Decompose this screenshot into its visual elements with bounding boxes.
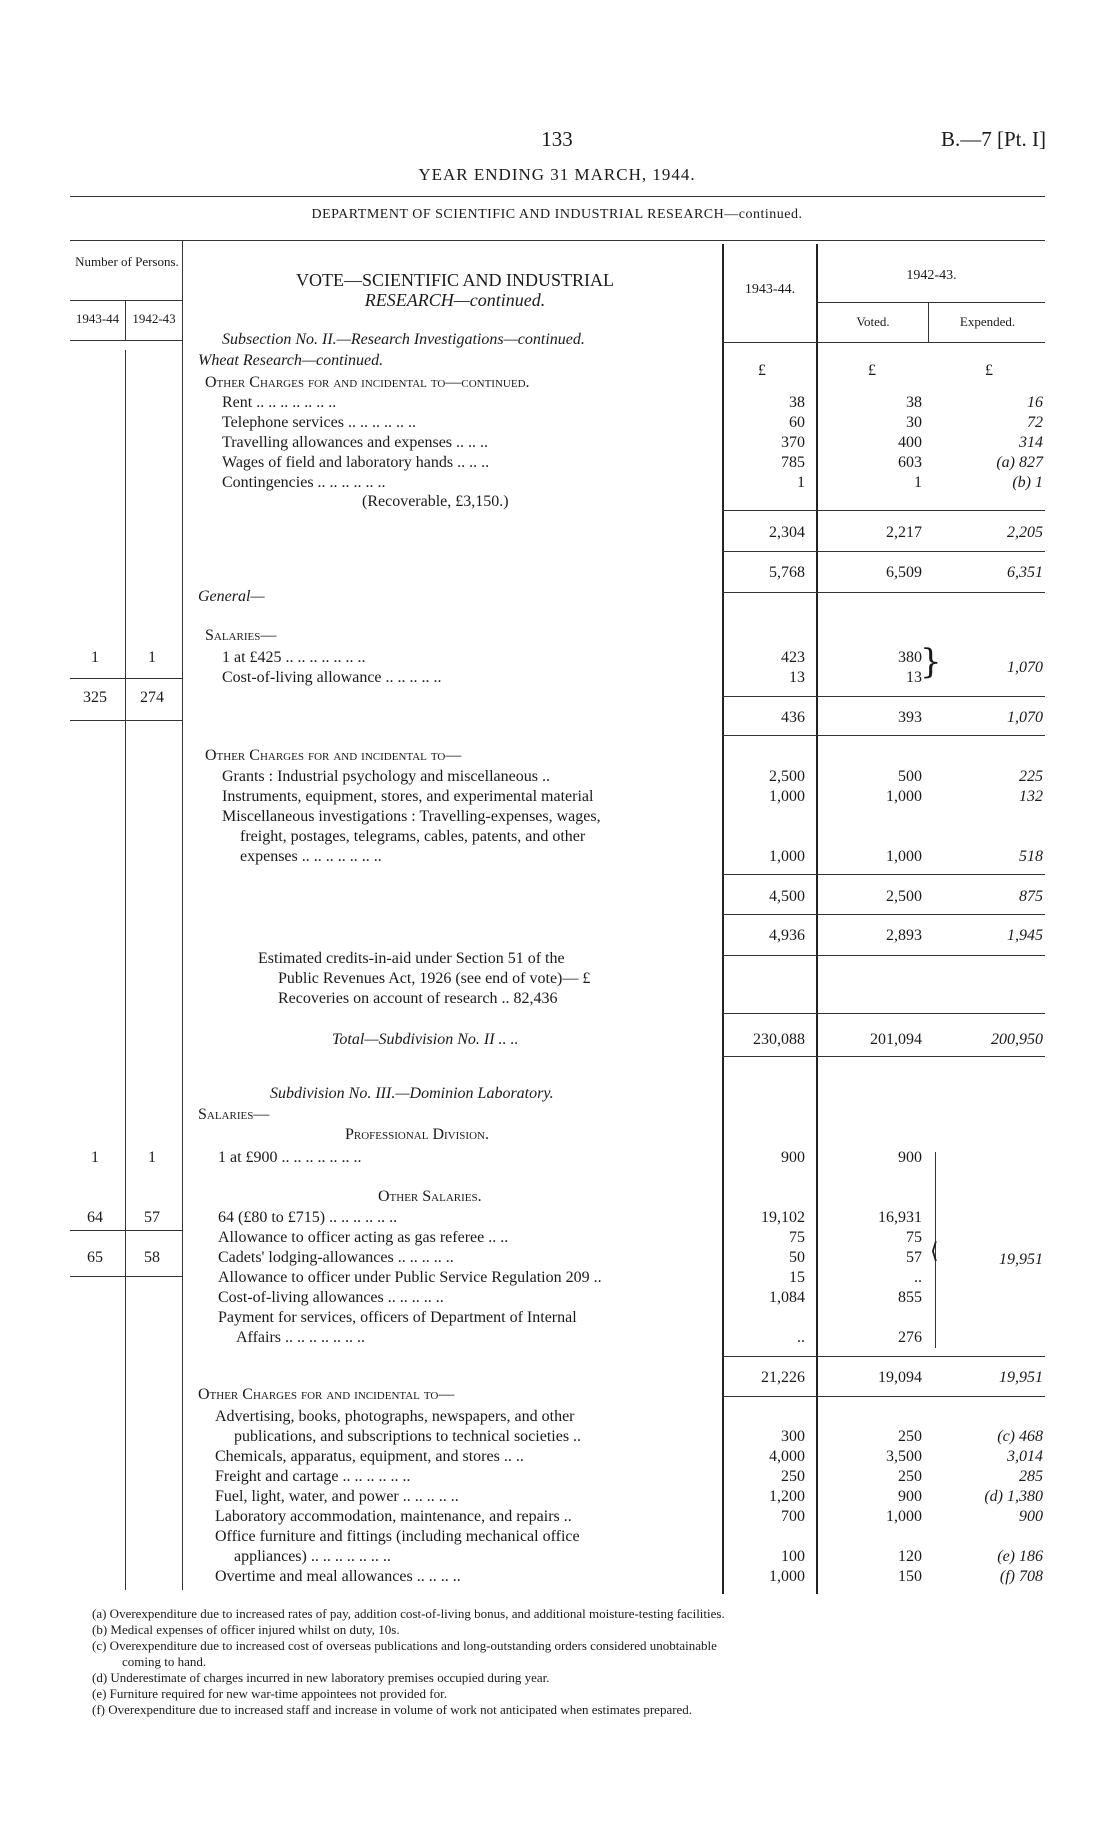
rule <box>722 551 1045 552</box>
subtotal-row: 436 393 1,070 <box>781 709 1043 726</box>
rule <box>70 340 182 341</box>
footnote: (d) Underestimate of charges incurred in new laboratory premises occupied during year. <box>92 1670 550 1685</box>
table-row: Allowance to officer under Public Service Regulation 209 .. 15 .. <box>218 1269 922 1286</box>
table-row: 1 1 1 at £900 .. .. .. .. .. .. .. 900 900 <box>91 1149 922 1166</box>
voted-header: Voted. <box>856 314 890 329</box>
column-rule <box>928 302 929 342</box>
pound-sign: £ <box>868 362 876 379</box>
combined-expended: 19,951 <box>999 1251 1043 1268</box>
subsection-heading: Subsection No. II.—Research Investigations—continued. <box>222 331 585 348</box>
table-row: Instruments, equipment, stores, and experimental material 1,000 1,000 132 <box>222 788 1043 805</box>
table-row: Advertising, books, photographs, newspapers, and other <box>215 1408 575 1425</box>
persons-1942-header: 1942-43 <box>132 311 176 326</box>
table-row: 64 57 64 (£80 to £715) .. .. .. .. .. .. 19,102 16,931 <box>87 1209 922 1226</box>
rule <box>722 874 1045 875</box>
table-row: expenses .. .. .. .. .. .. .. 1,000 1,000 518 <box>240 848 1043 865</box>
table-row: 1 1 1 at £425 .. .. .. .. .. .. .. 423 380 <box>91 649 922 666</box>
rule <box>722 1056 1045 1057</box>
subtotal-row: 2,304 2,217 2,205 <box>769 524 1043 541</box>
table-row: Cost-of-living allowance .. .. .. .. .. 13 13 <box>222 669 922 686</box>
rule <box>722 914 1045 915</box>
footnote: (f) Overexpenditure due to increased staff and increase in volume of work not anticipated when estimates prepared. <box>92 1702 693 1717</box>
rule <box>70 240 1045 241</box>
table-row: 65 58 Cadets' lodging-allowances .. .. .. .. .. 50 57 <box>87 1249 922 1266</box>
table-row: Freight and cartage .. .. .. .. .. .. 250 250 285 <box>215 1468 1043 1485</box>
combined-expended: 1,070 <box>1007 659 1043 676</box>
table-row: Grants : Industrial psychology and miscellaneous .. 2,500 500 225 <box>222 768 1043 785</box>
table-row: Wages of field and laboratory hands .. .. .. 785 603 (a) 827 <box>222 454 1043 471</box>
professional-division-heading: Professional Division. <box>345 1126 489 1143</box>
vote-title-continued: RESEARCH—continued. <box>364 290 546 310</box>
persons-total: 325 274 <box>83 689 164 706</box>
footnote: (a) Overexpenditure due to increased rates of pay, addition cost-of-living bonus, and additional moisture-testing facilities. <box>92 1606 725 1621</box>
table-row: Laboratory accommodation, maintenance, and repairs .. 700 1,000 900 <box>215 1508 1043 1525</box>
rule <box>70 300 182 301</box>
rule <box>722 955 1045 956</box>
credits-note: Public Revenues Act, 1926 (see end of vote)— £ <box>278 970 591 987</box>
rule <box>722 735 1045 736</box>
year-1942-header: 1942-43. <box>906 268 957 283</box>
table-row: freight, postages, telegrams, cables, patents, and other <box>240 828 586 845</box>
pound-sign: £ <box>985 362 993 379</box>
table-row: Fuel, light, water, and power .. .. .. .. .. 1,200 900 (d) 1,380 <box>215 1488 1043 1505</box>
table-row: publications, and subscriptions to technical societies .. 300 250 (c) 468 <box>234 1428 1043 1445</box>
other-charges-heading: Other Charges for and incidental to— <box>198 1386 455 1403</box>
persons-1943-header: 1943-44 <box>75 311 120 326</box>
table-row: Allowance to officer acting as gas referee .. .. 75 75 <box>218 1229 922 1246</box>
recoverable-note: (Recoverable, £3,150.) <box>362 493 509 510</box>
table-row: Chemicals, apparatus, equipment, and stores .. .. 4,000 3,500 3,014 <box>215 1448 1043 1465</box>
subtotal-row: 21,226 19,094 19,951 <box>761 1369 1043 1386</box>
rule <box>70 678 182 679</box>
number-of-persons-header: Number of Persons. <box>75 254 179 269</box>
brace: } <box>920 642 942 682</box>
pound-sign: £ <box>758 362 766 379</box>
subdivision-heading: Subdivision No. III.—Dominion Laboratory. <box>270 1085 554 1102</box>
rule <box>816 302 1045 303</box>
year-1943-header: 1943-44. <box>744 282 796 297</box>
subtotal-row: 4,936 2,893 1,945 <box>769 927 1043 944</box>
credits-note: Recoveries on account of research .. 82,436 <box>278 990 558 1007</box>
table-row: Rent .. .. .. .. .. .. .. 38 38 16 <box>222 394 1043 411</box>
table-row: Telephone services .. .. .. .. .. .. 60 30 72 <box>222 414 1043 431</box>
rule <box>70 196 1045 197</box>
rule <box>722 1356 1045 1357</box>
rule <box>722 510 1045 511</box>
brace: ⟨ <box>930 1238 939 1263</box>
expended-header: Expended. <box>959 314 1016 329</box>
footnote: coming to hand. <box>122 1654 207 1669</box>
table-row: appliances) .. .. .. .. .. .. .. 100 120 (e) 186 <box>234 1548 1043 1565</box>
salaries-heading: Salaries— <box>198 1106 270 1123</box>
table-row: Overtime and meal allowances .. .. .. .. 1,000 150 (f) 708 <box>215 1568 1043 1585</box>
rule <box>722 1013 1045 1014</box>
document-reference: B.—7 [Pt. I] <box>941 127 1046 151</box>
other-charges-heading: Other Charges for and incidental to—continued. <box>205 374 530 391</box>
subtotal-row: 4,500 2,500 875 <box>769 888 1043 905</box>
department-title: DEPARTMENT OF SCIENTIFIC AND INDUSTRIAL RESEARCH—continued. <box>311 207 803 222</box>
credits-note: Estimated credits-in-aid under Section 51 of the <box>258 950 565 967</box>
other-charges-heading: Other Charges for and incidental to— <box>205 747 462 764</box>
table-row: Miscellaneous investigations : Travelling-expenses, wages, <box>222 808 601 825</box>
footnote: (c) Overexpenditure due to increased cost of overseas publications and long-outstanding orders considered unobtainable <box>92 1638 717 1653</box>
table-row: Office furniture and fittings (including mechanical office <box>215 1528 580 1545</box>
other-salaries-heading: Other Salaries. <box>378 1188 482 1205</box>
footnote: (e) Furniture required for new war-time appointees not provided for. <box>92 1686 447 1701</box>
page-number: 133 <box>541 127 573 151</box>
table-row: Cost-of-living allowances .. .. .. .. .. 1,084 855 <box>218 1289 922 1306</box>
total-row: Total—Subdivision No. II .. .. 230,088 201,094 200,950 <box>332 1031 1043 1048</box>
rule <box>722 1396 1045 1397</box>
wheat-research-heading: Wheat Research—continued. <box>198 352 384 369</box>
table-row: Affairs .. .. .. .. .. .. .. .. 276 <box>236 1329 922 1346</box>
subtotal-row: 5,768 6,509 6,351 <box>769 564 1043 581</box>
table-row: Travelling allowances and expenses .. .. .. 370 400 314 <box>222 434 1043 451</box>
table-row: Payment for services, officers of Department of Internal <box>218 1309 577 1326</box>
table-row: Contingencies .. .. .. .. .. .. 1 1 (b) 1 <box>222 474 1043 491</box>
salaries-heading: Salaries— <box>205 627 277 644</box>
rule <box>722 342 1045 343</box>
year-title: YEAR ENDING 31 MARCH, 1944. <box>418 165 696 184</box>
footnote: (b) Medical expenses of officer injured whilst on duty, 10s. <box>92 1622 400 1637</box>
vote-title: VOTE—SCIENTIFIC AND INDUSTRIAL <box>296 270 614 290</box>
rule <box>722 592 1045 593</box>
rule <box>722 696 1045 697</box>
general-heading: General— <box>198 588 265 605</box>
